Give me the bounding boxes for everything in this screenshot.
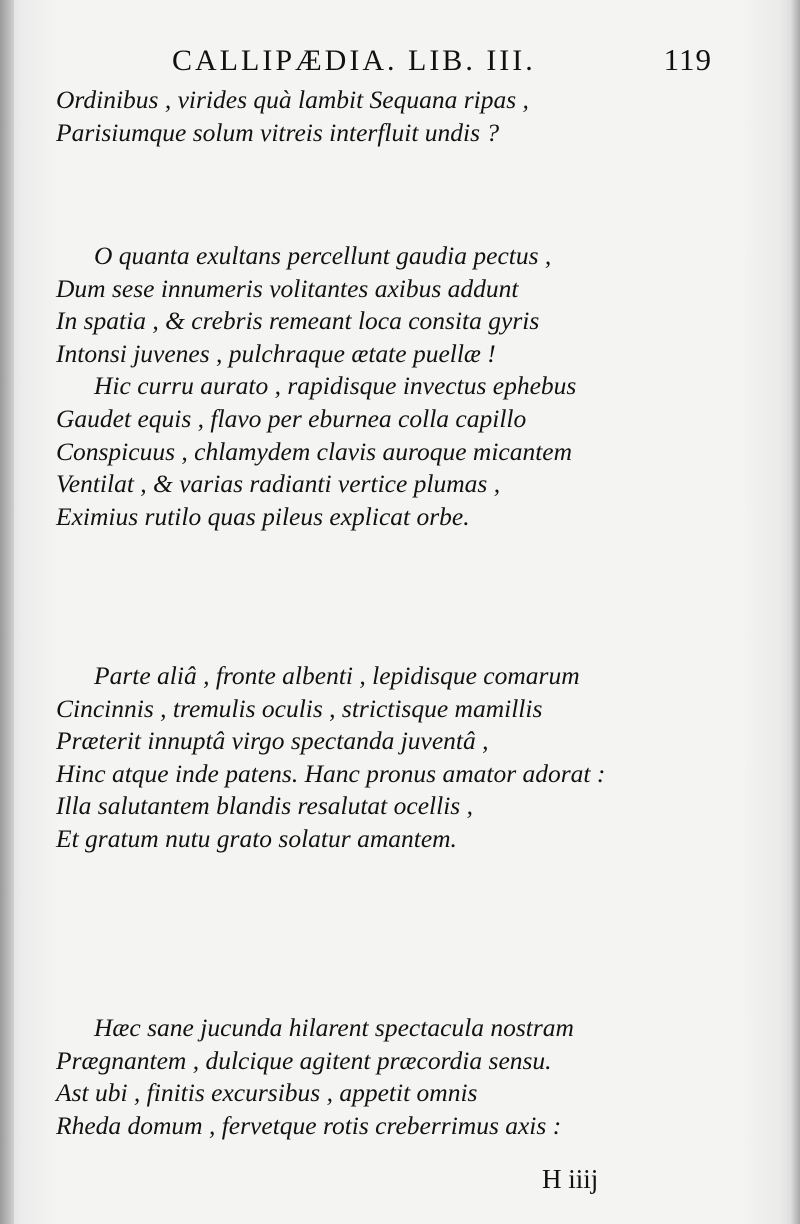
stanza-1 [56, 84, 756, 149]
page-number: 119 [663, 42, 712, 77]
stanza-4 [56, 1012, 756, 1142]
verse-line: Gaudet equis , flavo per eburnea colla capillo [56, 403, 527, 433]
verse-line: Parte aliâ , fronte albenti , lepidisque comarum [94, 661, 580, 690]
verse-line: Prægnantem , dulcique agitent præcordia sensu. [56, 1045, 552, 1075]
verse-line: Ventilat , & varias radianti vertice plumas , [56, 469, 501, 499]
verse-line: Eximius rutilo quas pileus explicat orbe. [56, 501, 470, 531]
verse-line: Intonsi juvenes , pulchraque ætate puellæ ! [56, 338, 496, 368]
stanza-3 [56, 660, 756, 856]
page-edge-left [0, 0, 14, 1224]
verse-line: Præterit innuptâ virgo spectanda juventâ , [56, 726, 489, 756]
verse-line: In spatia , & crebris remeant loca consita gyris [56, 306, 540, 336]
verse-line: Dum sese innumeris volitantes axibus addunt [56, 273, 519, 303]
verse-line: Et gratum nutu grato solatur amantem. [56, 823, 457, 853]
verse-line: O quanta exultans percellunt gaudia pectus , [94, 241, 552, 270]
verse-line: Ordinibus , virides quà lambit Sequana ripas , [56, 85, 529, 114]
verse-line: Rheda domum , fervetque rotis creberrimus axis : [56, 1110, 562, 1140]
stanza-2 [56, 240, 756, 533]
verse-line: Hæc sane jucunda hilarent spectacula nostram [94, 1013, 574, 1042]
verse-line: Parisiumque solum vitreis interfluit undis ? [56, 117, 500, 147]
verse-line: Hinc atque inde patens. Hanc pronus amator adorat : [56, 758, 606, 788]
page-edge-right [790, 0, 800, 1224]
verse-line: Conspicuus , chlamydem clavis auroque micantem [56, 436, 573, 466]
verse-line: Illa salutantem blandis resalutat ocellis , [56, 791, 473, 821]
verse-line: Ast ubi , finitis excursibus , appetit omnis [56, 1078, 478, 1108]
verse-line: Hic curru aurato , rapidisque invectus ephebus [94, 371, 577, 401]
running-title: CALLIPÆDIA. LIB. III. [172, 44, 536, 77]
verse-line: Cincinnis , tremulis oculis , strictisque mamillis [56, 693, 543, 723]
signature-mark: H iiij [542, 1164, 599, 1194]
running-header [172, 42, 712, 78]
